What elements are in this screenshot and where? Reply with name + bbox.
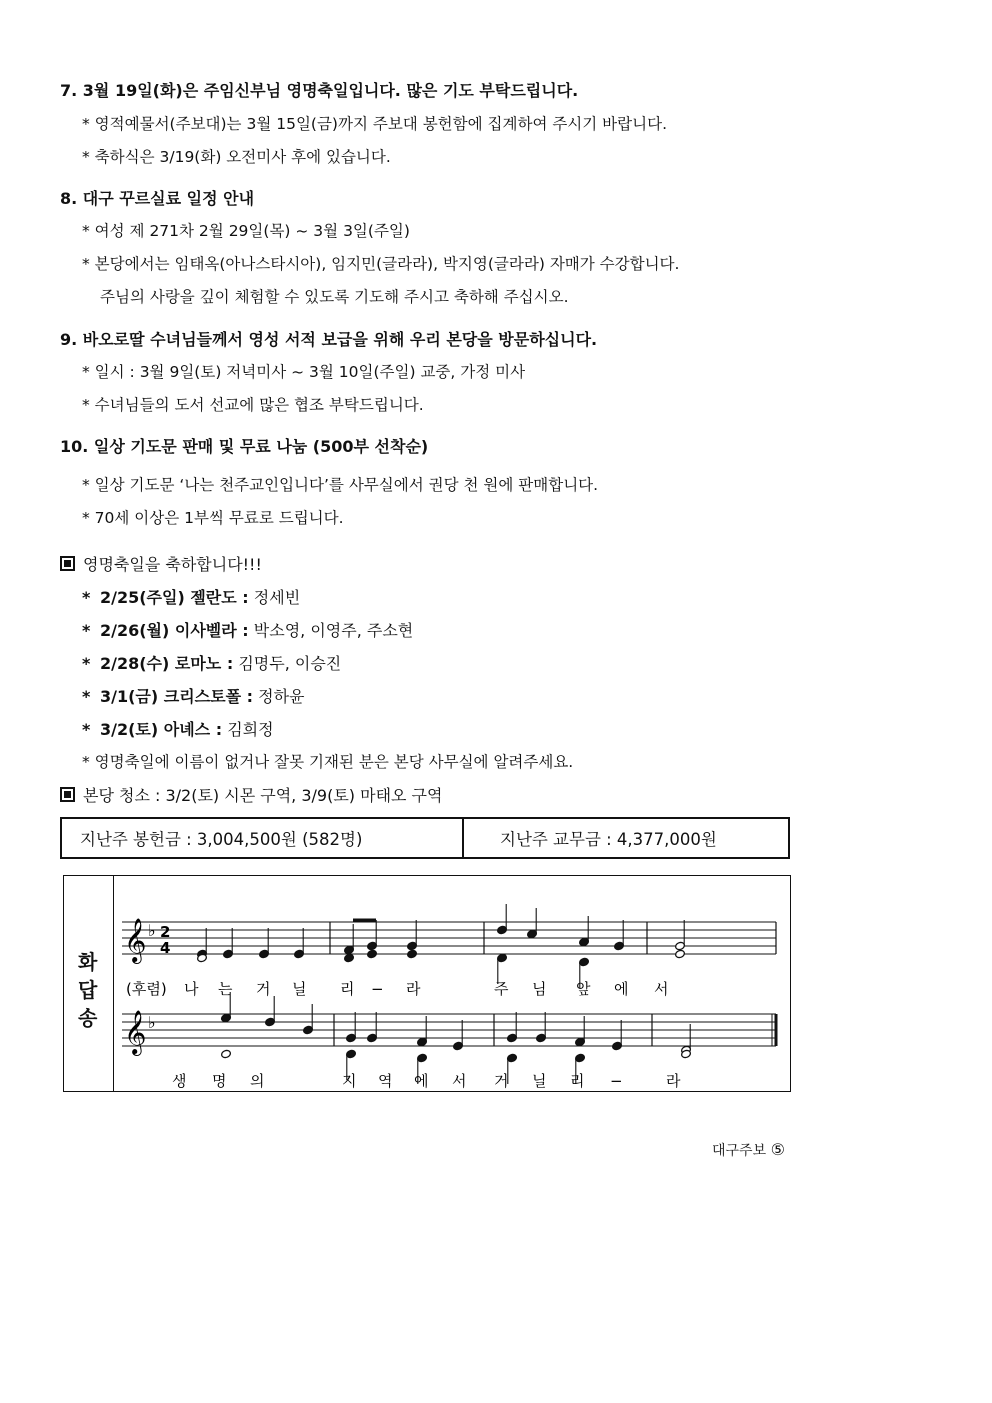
time-signature: 2	[160, 923, 171, 941]
responsorial-psalm	[63, 875, 791, 1092]
lyric-syllable: 서	[452, 1072, 467, 1090]
note-head	[367, 949, 378, 958]
notice-7-line-2: * 축하식은 3/19(화) 오전미사 후에 있습니다.	[82, 148, 391, 166]
offering-table	[60, 817, 790, 859]
notice-10-line-1: * 일상 기도문 ‘나는 천주교인입니다’를 사무실에서 권당 천 원에 판매합니다.	[82, 476, 599, 494]
lyric-syllable: 리	[340, 980, 355, 998]
lyric-syllable: 의	[250, 1072, 265, 1090]
lyric-syllable: 생	[172, 1072, 187, 1090]
cleaning-notice: 본당 청소 : 3/2(토) 시몬 구역, 3/9(토) 마태오 구역	[60, 783, 442, 806]
lyric-syllable: 는	[218, 980, 233, 998]
feast-entry: * 2/28(수) 로마노 : 김명두, 이승진	[82, 654, 342, 673]
lyric-syllable: 역	[378, 1072, 393, 1090]
note-head	[407, 949, 418, 958]
note-head	[221, 1049, 232, 1058]
feast-entry: * 2/26(월) 이사벨라 : 박소영, 이영주, 주소현	[82, 621, 414, 640]
note-head	[344, 953, 355, 962]
time-signature: 4	[160, 939, 171, 957]
lyric-syllable: 주	[494, 980, 509, 998]
feast-entry: * 3/2(토) 아녜스 : 김희정	[82, 720, 274, 739]
lyric-syllable: 명	[212, 1072, 227, 1090]
notice-9-line-1: * 일시 : 3월 9일(토) 저녁미사 ~ 3월 10일(주일) 교중, 가정 미사	[82, 363, 526, 381]
offering-cell: 지난주 봉헌금 : 3,004,500원 (582명)	[62, 819, 464, 857]
note-head	[675, 949, 686, 958]
lyric-syllable: 닐	[532, 1072, 547, 1090]
filled-square-icon	[60, 787, 75, 802]
notice-7-line-1: * 영적예물서(주보대)는 3월 15일(금)까지 주보대 봉헌함에 집계하여 주시기 바랍니다.	[82, 115, 668, 133]
page-footer: 대구주보 ⑤	[712, 1140, 785, 1159]
lyric-syllable: 리	[570, 1072, 585, 1090]
lyric-syllable: 지	[342, 1072, 357, 1090]
notice-9-line-2: * 수녀님들의 도서 선교에 많은 협조 부탁드립니다.	[82, 396, 424, 414]
feast-note: * 영명축일에 이름이 없거나 잘못 기재된 분은 본당 사무실에 알려주세요.	[82, 753, 574, 771]
music-score	[114, 876, 790, 1091]
feast-section-title: 영명축일을 축하합니다!!!	[60, 552, 262, 575]
treble-clef-icon: 𝄞	[124, 1010, 147, 1054]
tithe-cell: 지난주 교무금 : 4,377,000원	[500, 830, 717, 849]
lyric-syllable: 라	[406, 980, 421, 998]
psalm-label: 화 답 송	[64, 876, 114, 1091]
treble-clef-icon: 𝄞	[124, 918, 147, 962]
lyric-syllable: (후렴)	[126, 980, 167, 998]
notice-7-heading: 7. 3월 19일(화)은 주임신부님 영명축일입니다. 많은 기도 부탁드립니다.	[60, 81, 579, 100]
lyric-syllable: 에	[614, 980, 629, 998]
notice-8-heading: 8. 대구 꾸르실료 일정 안내	[60, 189, 255, 208]
flat-icon: ♭	[148, 1013, 156, 1032]
lyric-syllable: 라	[666, 1072, 681, 1090]
lyric-syllable: 님	[532, 980, 547, 998]
lyric-syllable: −	[371, 980, 384, 998]
flat-icon: ♭	[148, 921, 156, 940]
lyric-syllable: 닐	[292, 980, 307, 998]
feast-entry: * 2/25(주일) 젤란도 : 정세빈	[82, 588, 301, 607]
lyric-syllable: 거	[494, 1072, 509, 1090]
notice-8-line-3: 주님의 사랑을 깊이 체험할 수 있도록 기도해 주시고 축하해 주십시오.	[100, 288, 569, 306]
notice-10-heading: 10. 일상 기도문 판매 및 무료 나눔 (500부 선착순)	[60, 437, 429, 456]
lyric-syllable: 에	[414, 1072, 429, 1090]
lyric-syllable: 나	[184, 980, 199, 998]
notice-10-line-2: * 70세 이상은 1부씩 무료로 드립니다.	[82, 509, 344, 527]
notice-9-heading: 9. 바오로딸 수녀님들께서 영성 서적 보급을 위해 우리 본당을 방문하십니다.	[60, 330, 598, 349]
lyric-syllable: 거	[256, 980, 271, 998]
notice-8-line-2: * 본당에서는 임태옥(아나스타시아), 임지민(글라라), 박지영(글라라) 자매가 수강합니다.	[82, 255, 680, 273]
lyric-syllable: −	[610, 1072, 623, 1090]
lyric-syllable: 서	[654, 980, 669, 998]
filled-square-icon	[60, 556, 75, 571]
lyric-syllable: 앞	[576, 980, 591, 998]
feast-entry: * 3/1(금) 크리스토폴 : 정하윤	[82, 687, 305, 706]
notice-8-line-1: * 여성 제 271차 2월 29일(목) ~ 3월 3일(주일)	[82, 222, 410, 240]
